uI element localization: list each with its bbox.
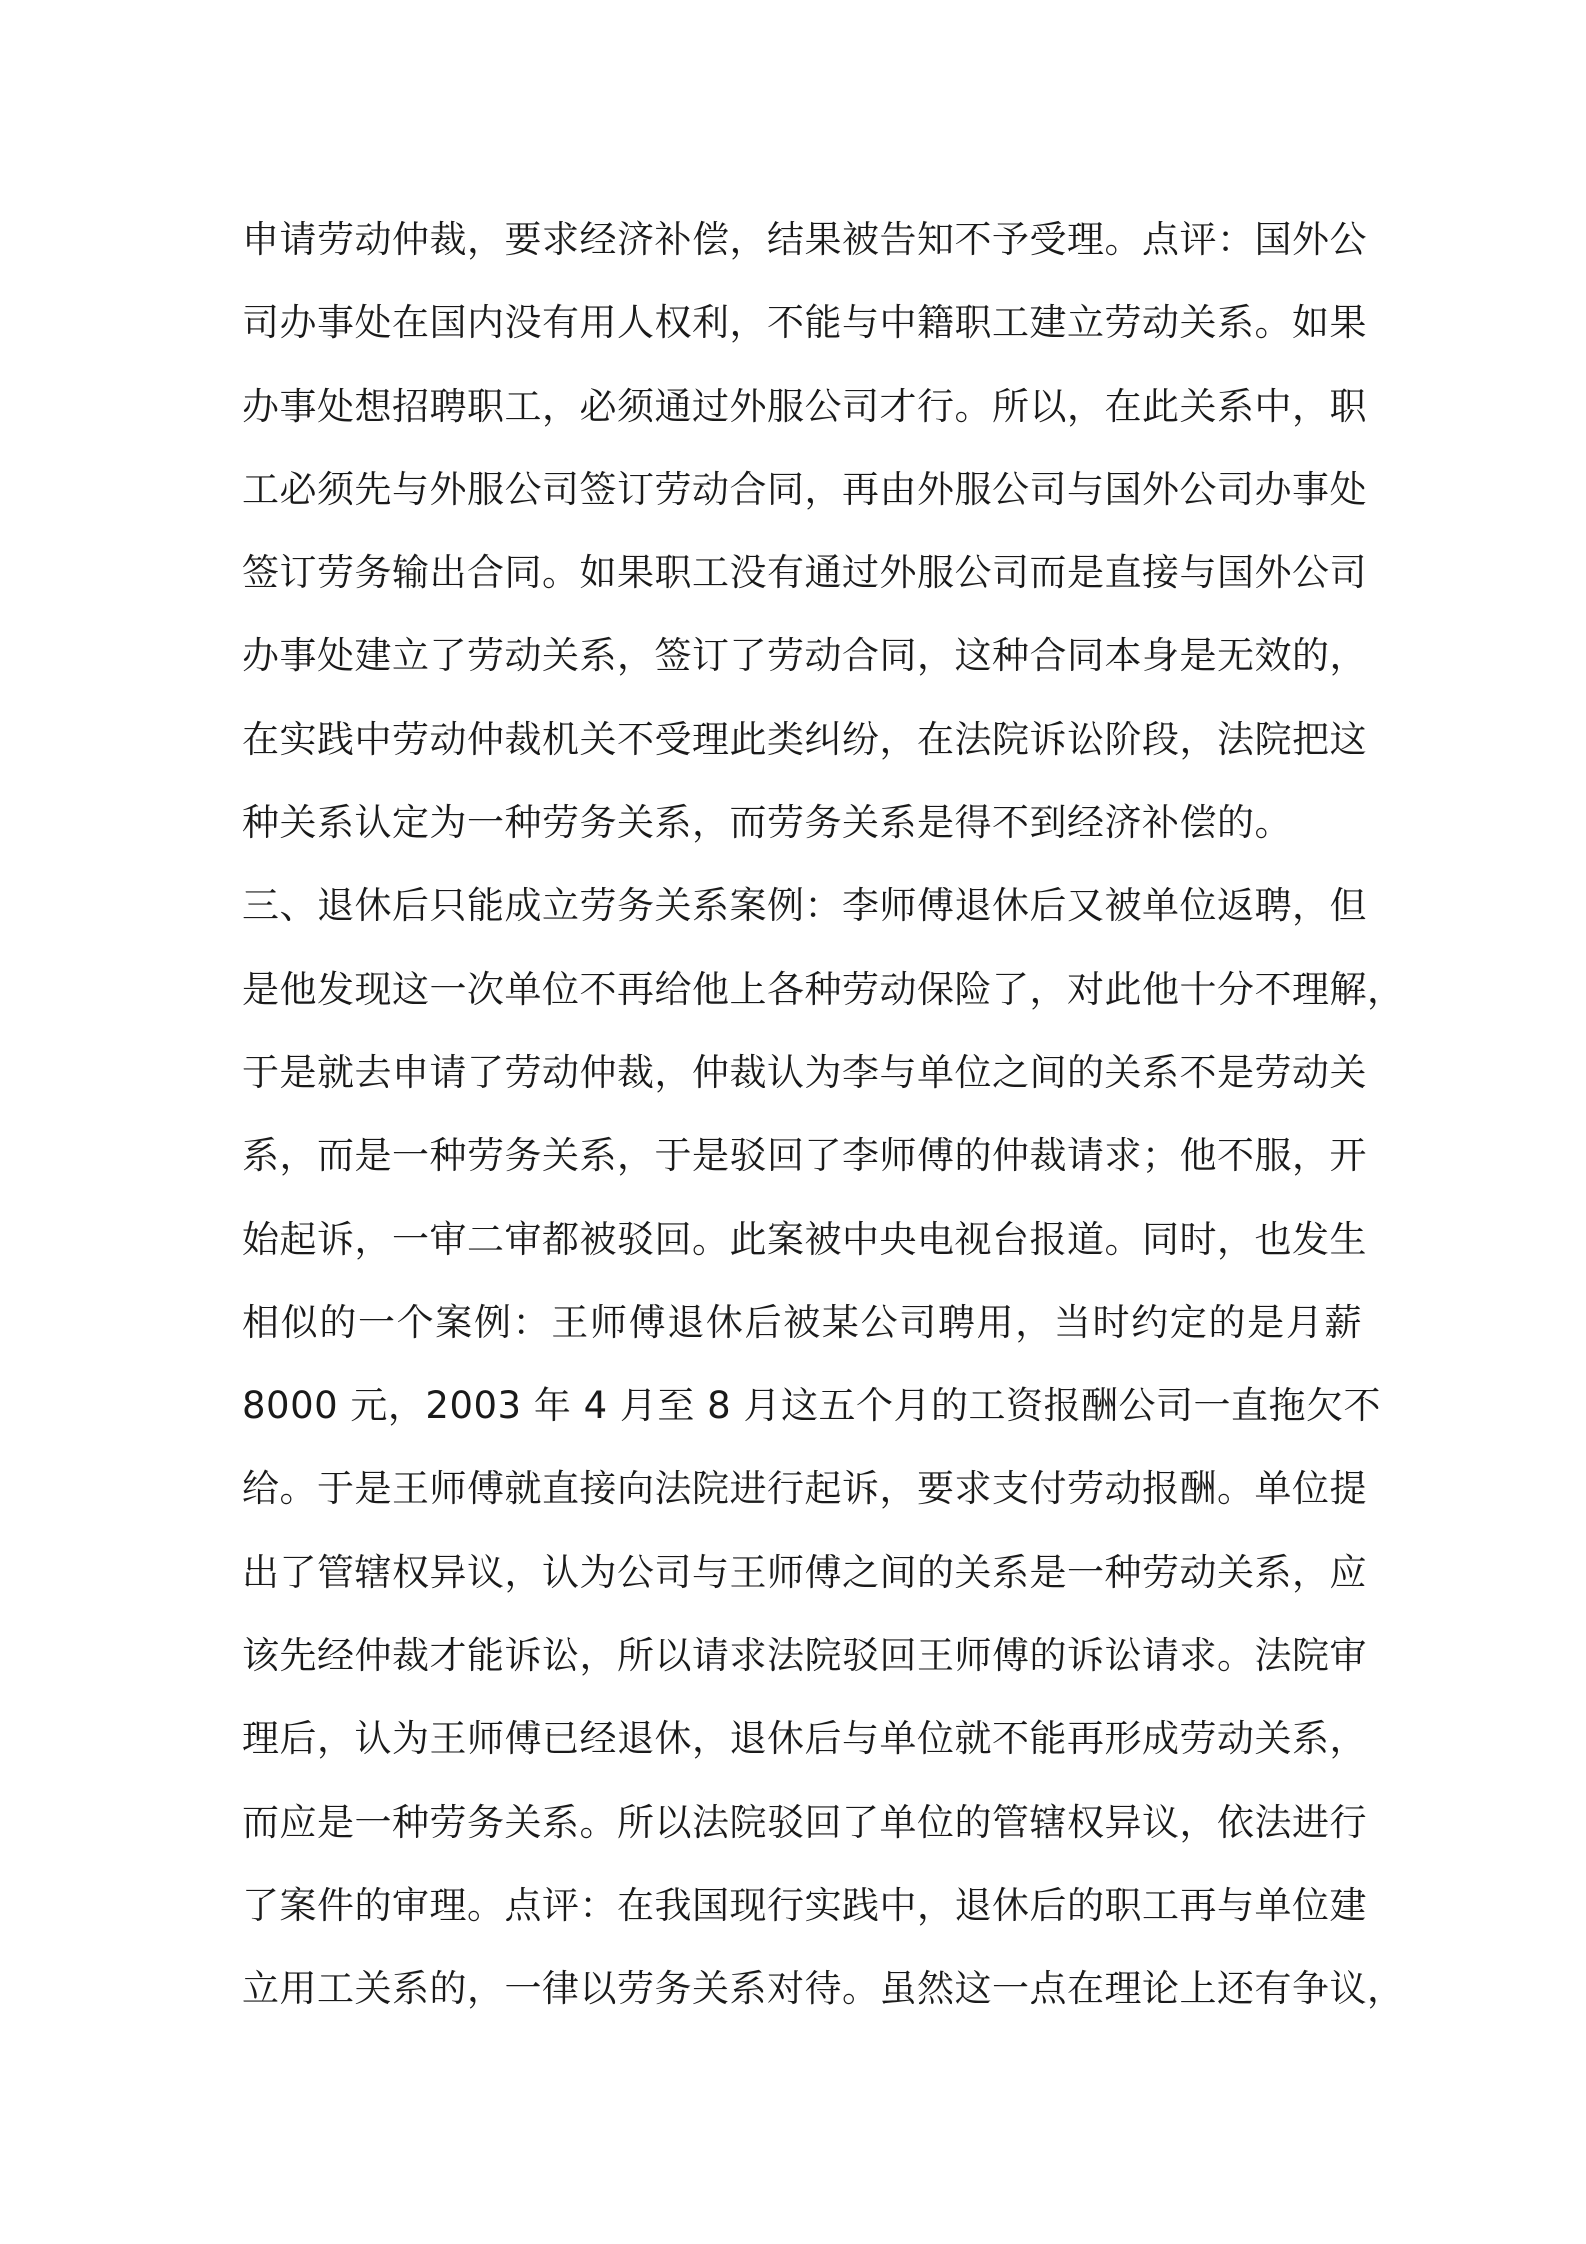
text-line-2: 司办事处在国内没有用人权利，不能与中籍职工建立劳动关系。如果 <box>242 301 1367 345</box>
text-line-16: 给。于是王师傅就直接向法院进行起诉，要求支付劳动报酬。单位提 <box>242 1467 1367 1511</box>
text-line-5: 签订劳务输出合同。如果职工没有通过外服公司而是直接与国外公司 <box>242 551 1367 595</box>
text-line-20: 而应是一种劳务关系。所以法院驳回了单位的管辖权异议，依法进行 <box>242 1800 1367 1844</box>
body-text <box>242 198 1405 2031</box>
text-line-12: 系，而是一种劳务关系，于是驳回了李师傅的仲裁请求；他不服，开 <box>242 1134 1367 1178</box>
text-line-4: 工必须先与外服公司签订劳动合同，再由外服公司与国外公司办事处 <box>242 467 1367 511</box>
text-line-6: 办事处建立了劳动关系，签订了劳动合同，这种合同本身是无效的， <box>242 634 1367 678</box>
text-line-11: 于是就去申请了劳动仲裁，仲裁认为李与单位之间的关系不是劳动关 <box>242 1050 1367 1094</box>
text-line-18: 该先经仲裁才能诉讼，所以请求法院驳回王师傅的诉讼请求。法院审 <box>242 1634 1367 1678</box>
text-line-3: 办事处想招聘职工，必须通过外服公司才行。所以，在此关系中，职 <box>242 384 1367 428</box>
text-line-21: 了案件的审理。点评：在我国现行实践中，退休后的职工再与单位建 <box>242 1883 1367 1927</box>
text-line-15: 8000 元，2003 年 4 月至 8 月这五个月的工资报酬公司一直拖欠不 <box>242 1384 1381 1428</box>
text-line-22: 立用工关系的，一律以劳务关系对待。虽然这一点在理论上还有争议， <box>242 1967 1405 2011</box>
text-line-8: 种关系认定为一种劳务关系，而劳务关系是得不到经济补偿的。 <box>242 801 1292 845</box>
text-line-17: 出了管辖权异议，认为公司与王师傅之间的关系是一种劳动关系，应 <box>242 1550 1367 1594</box>
text-line-13: 始起诉，一审二审都被驳回。此案被中央电视台报道。同时，也发生 <box>242 1217 1367 1261</box>
text-line-9: 三、退休后只能成立劳务关系案例：李师傅退休后又被单位返聘，但 <box>242 884 1367 928</box>
text-line-1: 申请劳动仲裁，要求经济补偿，结果被告知不予受理。点评：国外公 <box>242 218 1367 261</box>
text-line-19: 理后，认为王师傅已经退休，退休后与单位就不能再形成劳动关系， <box>242 1717 1367 1761</box>
text-line-7: 在实践中劳动仲裁机关不受理此类纠纷，在法院诉讼阶段，法院把这 <box>242 717 1367 761</box>
text-line-10: 是他发现这一次单位不再给他上各种劳动保险了，对此他十分不理解， <box>242 967 1405 1011</box>
text-line-14: 相似的一个案例：王师傅退休后被某公司聘用，当时约定的是月薪 <box>242 1300 1362 1344</box>
